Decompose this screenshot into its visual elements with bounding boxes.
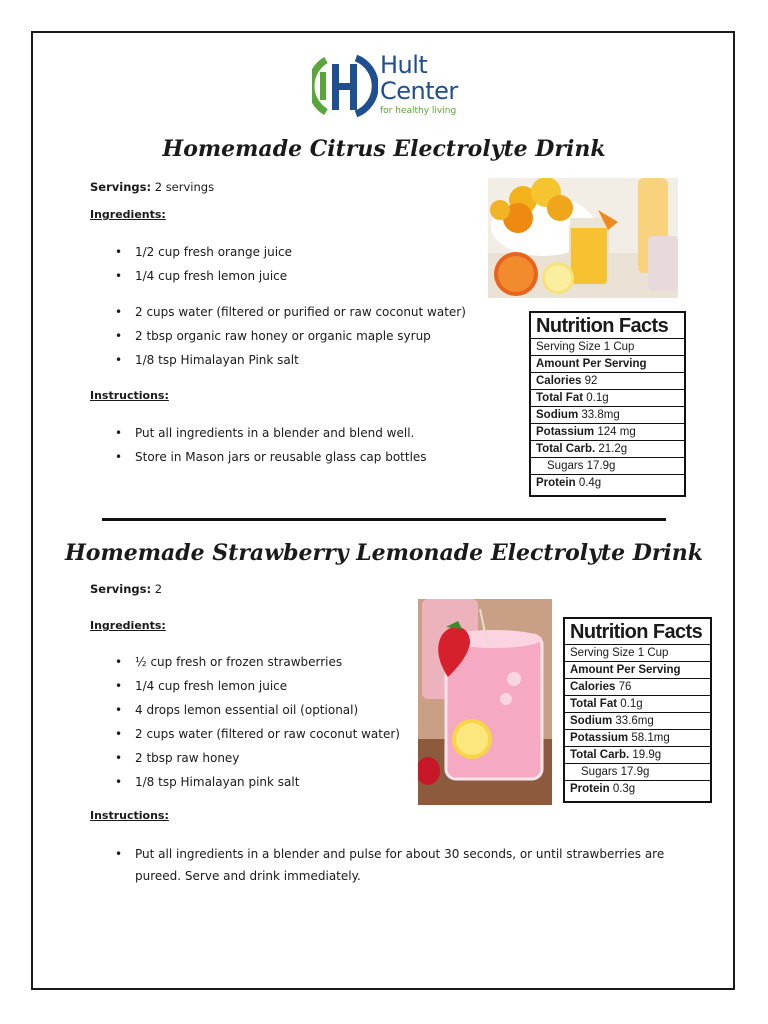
calories-row (565, 679, 710, 696)
amount-per-serving: Amount Per Serving (531, 356, 684, 373)
servings-label: Servings: (90, 582, 152, 596)
sodium-value: 33.8mg (578, 409, 620, 421)
fat-row (565, 696, 710, 713)
list-item: • 4 drops lemon essential oil (optional) (90, 701, 400, 725)
section-divider (102, 518, 666, 521)
sodium-row (565, 713, 710, 730)
list-item: • 1/4 cup fresh lemon juice (90, 267, 292, 291)
fat-value: 0.1g (583, 392, 609, 404)
recipe2-ingredients-list (90, 653, 400, 797)
logo-word-center: Center (380, 77, 458, 105)
logo-tagline: for healthy living (380, 106, 457, 116)
carb-label: Total Carb. (570, 749, 630, 761)
recipe1-ingredients-list-continued (90, 303, 466, 375)
serving-size: Serving Size 1 Cup (531, 339, 684, 356)
serving-size: Serving Size 1 Cup (565, 645, 710, 662)
recipe2-instructions-heading: Instructions: (90, 809, 169, 822)
list-item: • 2 cups water (filtered or purified or raw coconut water) (90, 303, 466, 327)
recipe2-instructions-list (90, 843, 670, 887)
list-item: • Put all ingredients in a blender and pulse for about 30 seconds, or until strawberries are pureed. Serve and drink immediately. (90, 843, 670, 887)
amount-per-serving: Amount Per Serving (565, 662, 710, 679)
list-item: • Put all ingredients in a blender and blend well. (90, 424, 427, 448)
list-item: • 1/8 tsp Himalayan pink salt (90, 773, 400, 797)
potassium-value: 58.1mg (628, 732, 670, 744)
protein-value: 0.4g (575, 477, 602, 489)
recipe2-title: Homemade Strawberry Lemonade Electrolyte Drink (64, 540, 704, 566)
calories-label: Calories (536, 375, 582, 387)
sodium-row (531, 407, 684, 424)
list-item: • 2 cups water (filtered or raw coconut water) (90, 725, 400, 749)
carb-label: Total Carb. (536, 443, 596, 455)
protein-label: Protein (570, 783, 610, 795)
fat-value: 0.1g (617, 698, 643, 710)
nutrition-header: Nutrition Facts (565, 619, 710, 645)
protein-label: Protein (536, 477, 576, 489)
sodium-label: Sodium (536, 409, 579, 421)
recipe1-instructions-list (90, 424, 427, 472)
calories-value: 76 (615, 681, 632, 693)
recipe2-ingredients-heading: Ingredients: (90, 619, 166, 632)
recipe1-nutrition-facts (529, 311, 686, 497)
servings-value: 2 servings (151, 180, 215, 194)
nutrition-header: Nutrition Facts (531, 313, 684, 339)
sugars-row: Sugars 17.9g (531, 458, 684, 475)
list-item: • ½ cup fresh or frozen strawberries (90, 653, 400, 677)
recipe1-ingredients-list (90, 243, 292, 291)
protein-row (531, 475, 684, 491)
logo-word-hult: Hult (380, 51, 428, 79)
calories-row (531, 373, 684, 390)
sugars-row: Sugars 17.9g (565, 764, 710, 781)
hult-center-logo (312, 52, 484, 122)
sodium-value: 33.6mg (612, 715, 654, 727)
list-item: • 1/4 cup fresh lemon juice (90, 677, 400, 701)
fat-label: Total Fat (536, 392, 584, 404)
strawberry-lemonade-photo (418, 599, 552, 805)
list-item: • 1/2 cup fresh orange juice (90, 243, 292, 267)
servings-label: Servings: (90, 180, 152, 194)
citrus-drink-photo (488, 178, 678, 298)
recipe1-servings (90, 180, 214, 194)
recipe1-ingredients-heading: Ingredients: (90, 208, 166, 221)
logo-mark-icon (312, 52, 378, 120)
recipe1-instructions-heading: Instructions: (90, 389, 169, 402)
potassium-value: 124 mg (594, 426, 636, 438)
fat-row (531, 390, 684, 407)
potassium-label: Potassium (536, 426, 595, 438)
recipe2-nutrition-facts (563, 617, 712, 803)
list-item: • 1/8 tsp Himalayan Pink salt (90, 351, 466, 375)
list-item: • 2 tbsp raw honey (90, 749, 400, 773)
carb-value: 19.9g (629, 749, 662, 761)
potassium-label: Potassium (570, 732, 629, 744)
calories-label: Calories (570, 681, 616, 693)
recipe1-title: Homemade Citrus Electrolyte Drink (162, 136, 606, 162)
sodium-label: Sodium (570, 715, 613, 727)
potassium-row (565, 730, 710, 747)
list-item: • Store in Mason jars or reusable glass cap bottles (90, 448, 427, 472)
protein-value: 0.3g (609, 783, 636, 795)
carb-value: 21.2g (595, 443, 628, 455)
list-item: • 2 tbsp organic raw honey or organic maple syrup (90, 327, 466, 351)
carb-row (531, 441, 684, 458)
calories-value: 92 (581, 375, 598, 387)
potassium-row (531, 424, 684, 441)
protein-row (565, 781, 710, 797)
servings-value: 2 (151, 582, 163, 596)
recipe2-servings (90, 582, 162, 596)
carb-row (565, 747, 710, 764)
fat-label: Total Fat (570, 698, 618, 710)
